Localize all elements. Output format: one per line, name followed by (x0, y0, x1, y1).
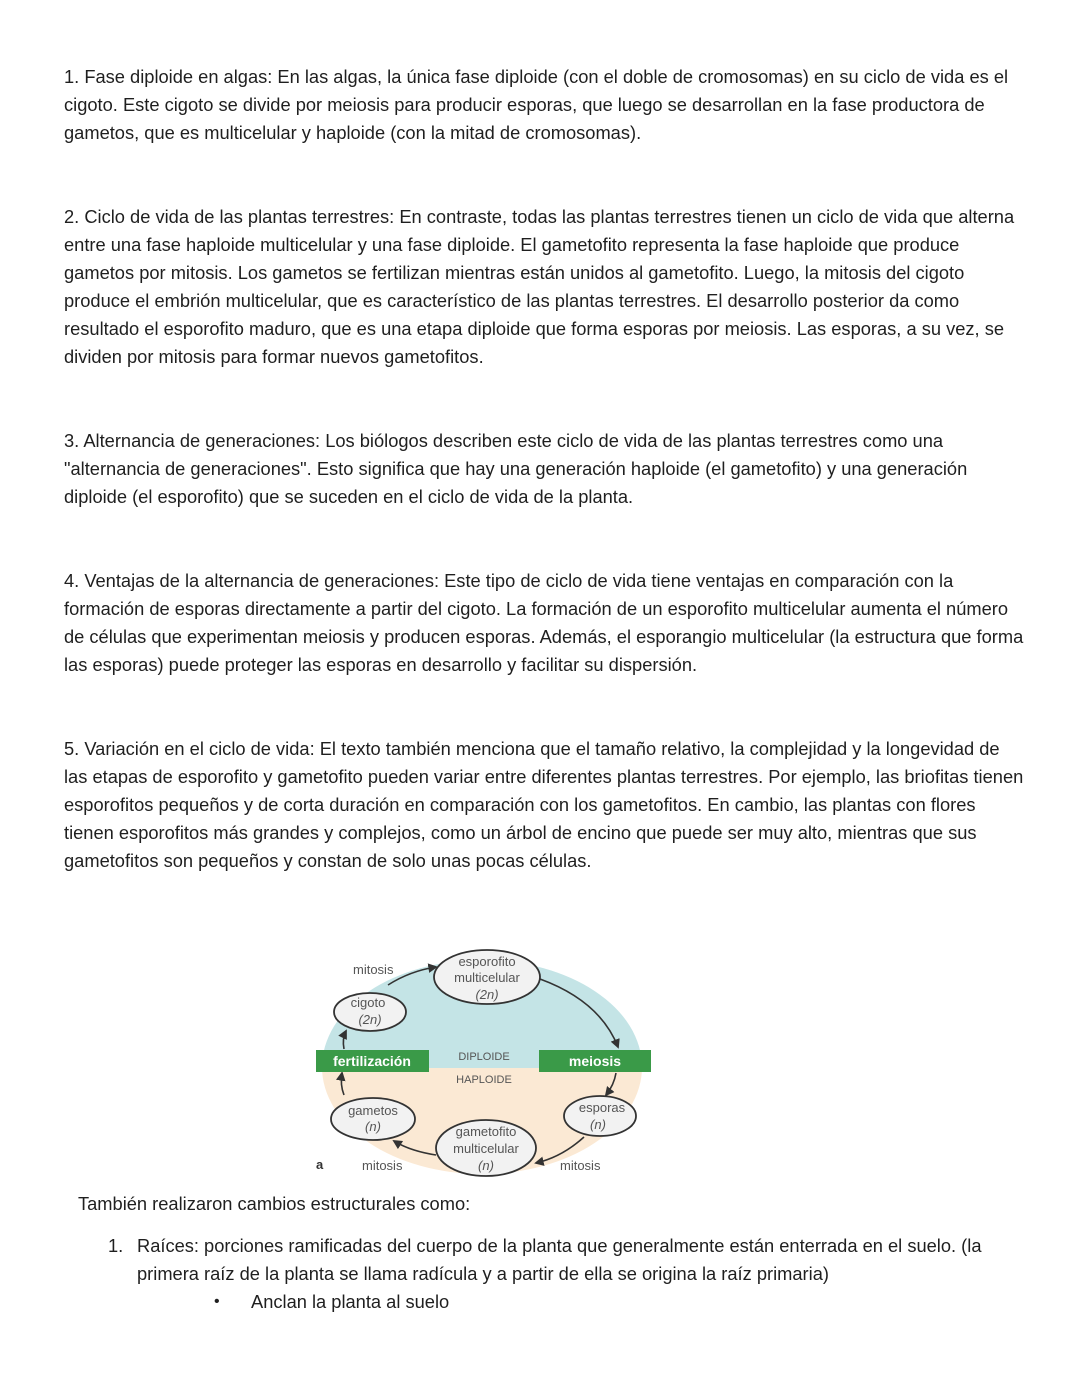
list-number: 1. (108, 1235, 124, 1256)
panel-letter: a (316, 1157, 324, 1172)
gametofito-text-3: (n) (478, 1158, 494, 1173)
paragraph-3: 3. Alternancia de generaciones: Los biólogos describen este ciclo de vida de las plantas terrestres como una "alternancia de generaciones". Esto significa que hay una generación haploide (el gametofito) y una generación diploide (el esporofito) que se suceden en el ciclo de vida de la planta. (64, 430, 968, 507)
esporas-text-1: esporas (578, 1100, 626, 1115)
gametofito-text-2: multicelular (453, 1141, 519, 1156)
gametos-text-1: gametos (348, 1103, 398, 1118)
diploide-label: DIPLOIDE (458, 1051, 510, 1063)
mitosis-top-label: mitosis (353, 962, 394, 977)
mitosis-bottom-left-label: mitosis (362, 1158, 403, 1173)
haploide-label: HAPLOIDE (456, 1074, 512, 1086)
paragraph-4: 4. Ventajas de la alternancia de generaciones: Este tipo de ciclo de vida tiene ventajas en comparación con la formación de esporas directamente a partir del cigoto. La formación de un esporofito multicelular aumenta el número de células que experimentan meiosis y producen esporas. Además, el esporangio multicelular (la estructura que forma las esporas) puede proteger las esporas en desarrollo y facilitar su dispersión. (64, 570, 1024, 675)
mitosis-bottom-right-label: mitosis (560, 1158, 601, 1173)
life-cycle-svg (300, 945, 660, 1180)
cigoto-text-2: (2n) (358, 1012, 382, 1027)
bullet-text: Anclan la planta al suelo (251, 1291, 450, 1312)
list-text: Raíces: porciones ramificadas del cuerpo de la planta que generalmente están enterrada en el suelo. (la primera raíz de la planta se llama radícula y a partir de ella se origina la raíz primaria) (137, 1235, 982, 1284)
bullet-symbol: • (214, 1293, 220, 1310)
meiosis-label: meiosis (568, 1053, 622, 1069)
paragraph-2: 2. Ciclo de vida de las plantas terrestres: En contraste, todas las plantas terrestres tienen un ciclo de vida que alterna entre una fase haploide multicelular y una fase diploide. El gametofito representa la fase haploide que produce gametos por mitosis. Los gametos se fertilizan mientras están unidos al gametofito. Luego, la mitosis del cigoto produce el embrión multicelular, que es característico de las plantas terrestres. El desarrollo posterior da como resultado el esporofito maduro, que es una etapa diploide que forma esporas por meiosis. Las esporas, a su vez, se dividen por mitosis para formar nuevos gametofitos. (64, 206, 1015, 367)
esporofito-text-3: (2n) (475, 987, 499, 1002)
esporofito-text-2: multicelular (454, 970, 520, 985)
esporofito-text-1: esporofito (458, 954, 516, 969)
gametos-text-2: (n) (365, 1119, 381, 1134)
fertilizacion-label: fertilización (333, 1053, 411, 1069)
gametofito-text-1: gametofito (455, 1124, 517, 1139)
structural-changes-intro: También realizaron cambios estructurales como: (78, 1193, 471, 1214)
esporas-text-2: (n) (590, 1117, 606, 1132)
paragraph-1: 1. Fase diploide en algas: En las algas, la única fase diploide (con el doble de cromosomas) en su ciclo de vida es el cigoto. Este cigoto se divide por meiosis para producir esporas, que luego se desarrollan en la fase productora de gametos, que es multicelular y haploide (con la mitad de cromosomas). (64, 66, 1009, 143)
life-cycle-diagram (300, 945, 660, 1180)
paragraph-5: 5. Variación en el ciclo de vida: El texto también menciona que el tamaño relativo, la complejidad y la longevidad de las etapas de esporofito y gametofito pueden variar entre diferentes plantas terrestres. Por ejemplo, las briofitas tienen esporofitos pequeños y de corta duración en comparación con los gametofitos. En cambio, las plantas con flores tienen esporofitos más grandes y complejos, como un árbol de encino que puede ser muy alto, mientras que sus gametofitos son pequeños y constan de solo unas pocas células. (64, 738, 1024, 871)
cigoto-text-1: cigoto (350, 995, 386, 1010)
